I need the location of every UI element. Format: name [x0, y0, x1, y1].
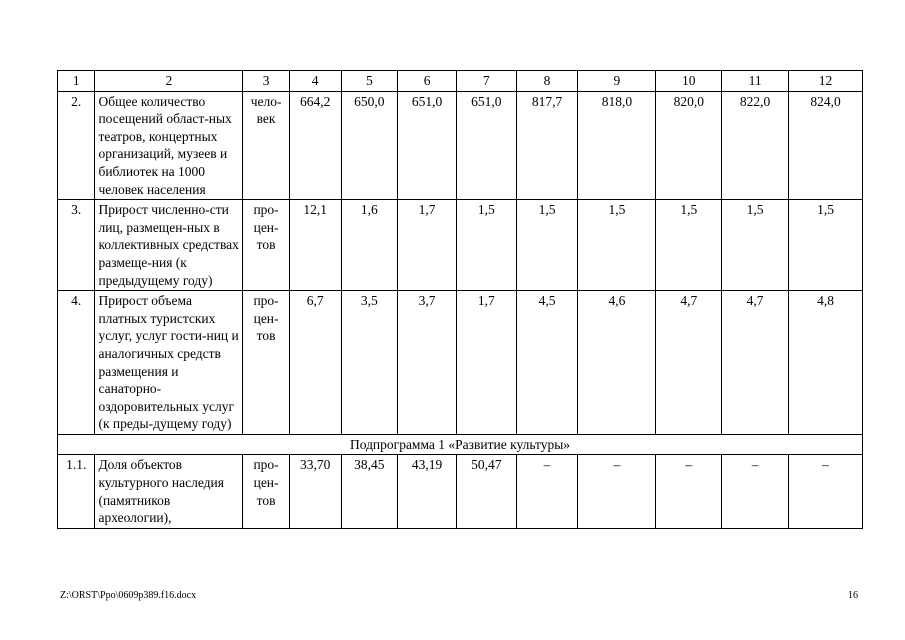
value-cell: 818,0 [578, 91, 656, 200]
row-number-cell: 1.1. [58, 455, 95, 528]
value-cell: 4,6 [578, 291, 656, 435]
value-cell: – [789, 455, 863, 528]
indicator-name-cell: Прирост объема платных туристских услуг, услуг гости-ниц и аналогичных средств размещения и санаторно-оздоровительных услуг (к преды-дущему году) [95, 291, 243, 435]
indicator-name-cell: Общее количество посещений област-ных театров, концертных организаций, музеев и библиотек на 1000 человек населения [95, 91, 243, 200]
indicator-name-cell: Прирост численно-сти лиц, размещен-ных в коллективных средствах размеще-ния (к предыдущему году) [95, 200, 243, 291]
table-header-row [58, 71, 863, 92]
value-cell: 1,5 [656, 200, 722, 291]
value-cell: – [516, 455, 578, 528]
value-cell: 824,0 [789, 91, 863, 200]
value-cell: 664,2 [289, 91, 341, 200]
value-cell: 1,7 [456, 291, 516, 435]
value-cell: 50,47 [456, 455, 516, 528]
value-cell: 1,7 [398, 200, 457, 291]
row-number-cell: 4. [58, 291, 95, 435]
value-cell: 4,7 [656, 291, 722, 435]
value-cell: 4,8 [789, 291, 863, 435]
value-cell: 822,0 [722, 91, 789, 200]
value-cell: 3,5 [341, 291, 398, 435]
row-number-cell: 3. [58, 200, 95, 291]
row-number-cell: 2. [58, 91, 95, 200]
column-number-cell: 8 [516, 71, 578, 92]
footer-page-number: 16 [848, 590, 858, 601]
value-cell: 820,0 [656, 91, 722, 200]
value-cell: 651,0 [398, 91, 457, 200]
column-number-cell: 2 [95, 71, 243, 92]
value-cell: 1,5 [789, 200, 863, 291]
value-cell: – [722, 455, 789, 528]
value-cell: 33,70 [289, 455, 341, 528]
value-cell: 1,6 [341, 200, 398, 291]
table-row [58, 291, 863, 435]
column-number-cell: 12 [789, 71, 863, 92]
section-title: Подпрограмма 1 «Развитие культуры» [58, 434, 863, 455]
value-cell: 650,0 [341, 91, 398, 200]
column-number-cell: 7 [456, 71, 516, 92]
indicator-name-cell: Доля объектов культурного наследия (памятников археологии), [95, 455, 243, 528]
table-row [58, 91, 863, 200]
unit-cell: про-цен-тов [243, 291, 290, 435]
column-number-cell: 5 [341, 71, 398, 92]
unit-cell: чело-век [243, 91, 290, 200]
value-cell: 1,5 [578, 200, 656, 291]
value-cell: 1,5 [722, 200, 789, 291]
column-number-cell: 10 [656, 71, 722, 92]
value-cell: 38,45 [341, 455, 398, 528]
column-number-cell: 3 [243, 71, 290, 92]
unit-cell: про-цен-тов [243, 200, 290, 291]
page-bottom-margin [0, 577, 905, 640]
column-number-cell: 4 [289, 71, 341, 92]
value-cell: 12,1 [289, 200, 341, 291]
table-row [58, 455, 863, 528]
footer-file-path: Z:\ORST\Ppo\0609p389.f16.docx [60, 590, 197, 601]
value-cell: 1,5 [516, 200, 578, 291]
value-cell: 817,7 [516, 91, 578, 200]
value-cell: – [578, 455, 656, 528]
column-number-cell: 1 [58, 71, 95, 92]
section-row [58, 434, 863, 455]
value-cell: – [656, 455, 722, 528]
column-number-cell: 6 [398, 71, 457, 92]
value-cell: 6,7 [289, 291, 341, 435]
value-cell: 651,0 [456, 91, 516, 200]
value-cell: 4,7 [722, 291, 789, 435]
column-number-cell: 11 [722, 71, 789, 92]
value-cell: 3,7 [398, 291, 457, 435]
table-row [58, 200, 863, 291]
value-cell: 1,5 [456, 200, 516, 291]
value-cell: 43,19 [398, 455, 457, 528]
unit-cell: про-цен-тов [243, 455, 290, 528]
column-number-cell: 9 [578, 71, 656, 92]
value-cell: 4,5 [516, 291, 578, 435]
indicators-table [57, 70, 863, 529]
